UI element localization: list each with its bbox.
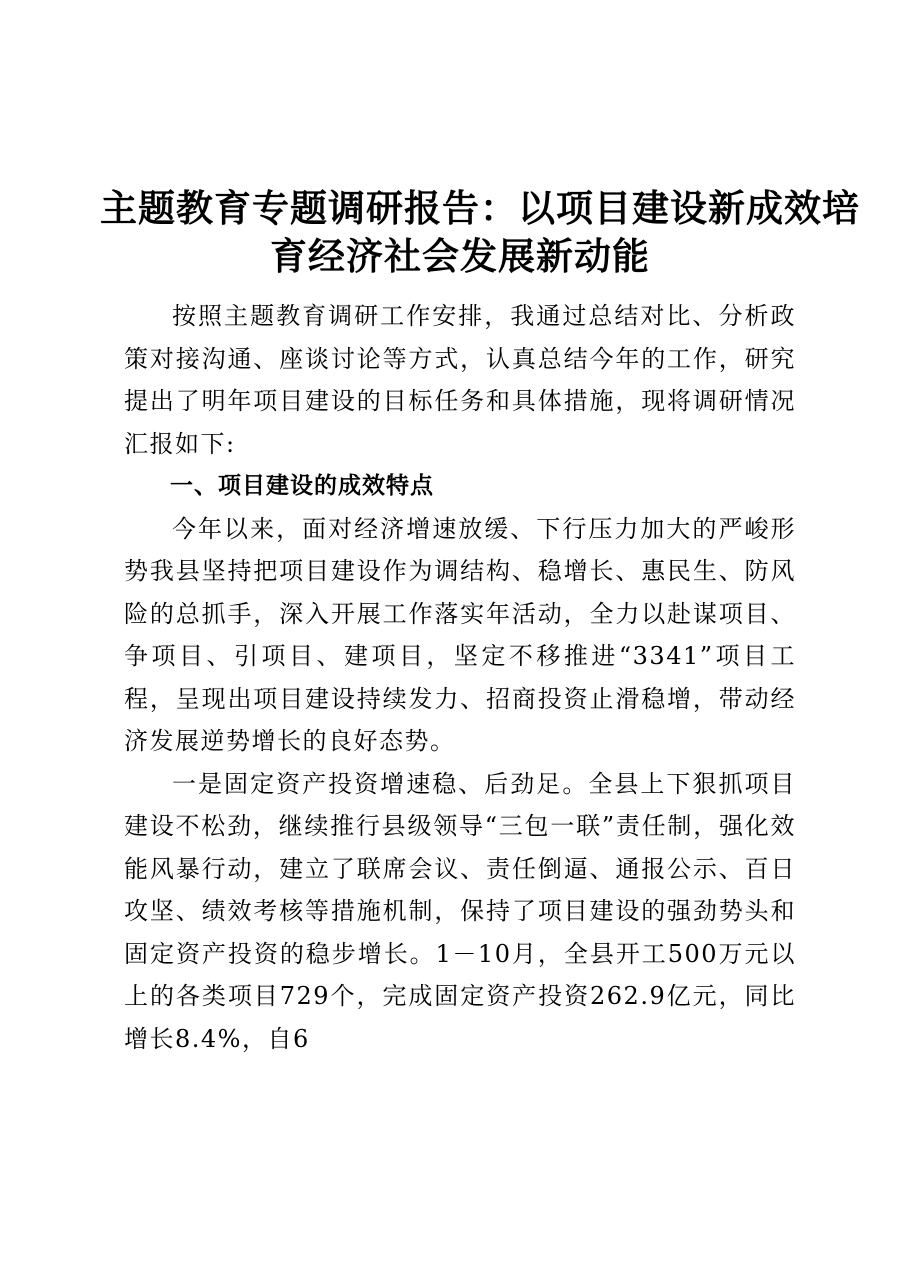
section-heading: 一、项目建设的成效特点 [170,473,434,499]
title-line-1: 主题教育专题调研报告：以项目建设新成效培 [100,186,860,230]
title-line-2: 育经济社会发展新动能 [270,234,650,278]
document-body [124,295,796,1060]
document-title [100,185,860,281]
overview-paragraph: 今年以来，面对经济增速放缓、下行压力加大的严峻形势我县坚持把项目建设作为调结构、稳增长、惠民生、防风险的总抓手，深入开展工作落实年活动，全力以赴谋项目、争项目、引项目、建项目，坚定不移推进“3341”项目工程，呈现出项目建设持续发力、招商投资止滑稳增，带动经济发展逆势增长的良好态势。 [124,514,796,755]
intro-paragraph: 按照主题教育调研工作安排，我通过总结对比、分析政策对接沟通、座谈讨论等方式，认真总结今年的工作，研究提出了明年项目建设的目标任务和具体措施，现将调研情况汇报如下: [124,302,796,458]
investment-paragraph: 一是固定资产投资增速稳、后劲足。全县上下狠抓项目建设不松劲，继续推行县级领导“三包一联”责任制，强化效能风暴行动，建立了联席会议、责任倒逼、通报公示、百日攻坚、绩效考核等措施机制，保持了项目建设的强劲势头和固定资产投资的稳步增长。1－10月，全县开工500万元以上的各类项目729个，完成固定资产投资262.9亿元，同比增长8.4%，自6 [124,769,796,1053]
